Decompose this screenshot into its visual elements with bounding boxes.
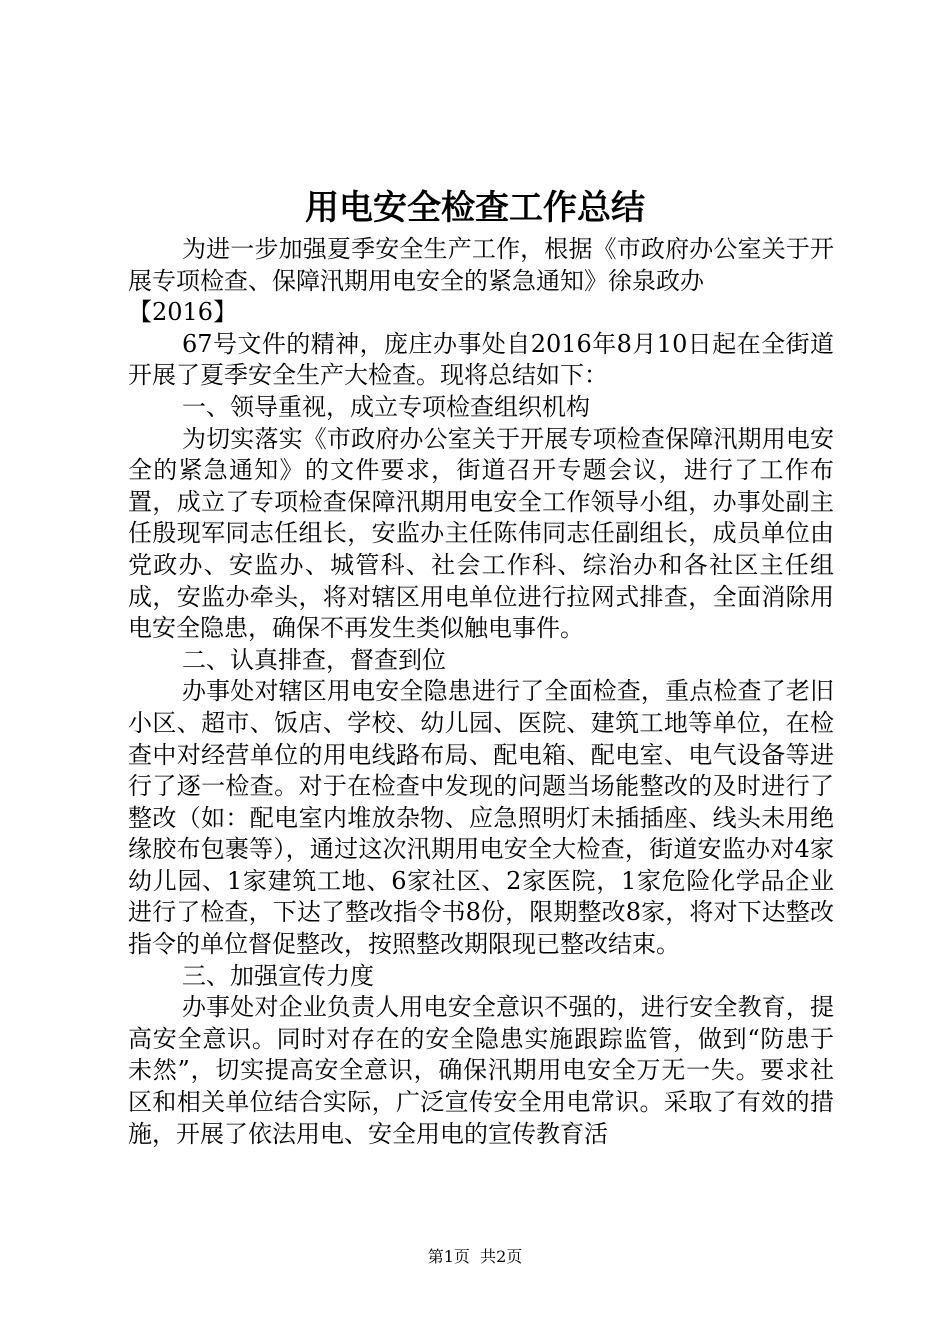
paragraph-section-1: 为切实落实《市政府办公室关于开展专项检查保障汛期用电安全的紧急通知》的文件要求，街道召开专题会议，进行了工作布置，成立了专项检查保障汛期用电安全工作领导小组，办事处副主任殷现军同志任组长，安监办主任陈伟同志任副组长，成员单位由党政办、安监办、城管科、社会工作科、综治办和各社区主任组成，安监办牵头，将对辖区用电单位进行拉网式排查，全面消除用电安全隐患，确保不再发生类似触电事件。 bbox=[128, 424, 834, 643]
section-heading-3: 三、加强宣传力度 bbox=[182, 961, 374, 990]
paragraph-section-2: 办事处对辖区用电安全隐患进行了全面检查，重点检查了老旧小区、超市、饭店、学校、幼儿园、医院、建筑工地等单位，在检查中对经营单位的用电线路布局、配电箱、配电室、电气设备等进行了逐一检查。对于在检查中发现的问题当场能整改的及时进行了整改（如：配电室内堆放杂物、应急照明灯未插插座、线头未用绝缘胶布包裹等），通过这次汛期用电安全大检查，街道安监办对4家幼儿园、1家建筑工地、6家社区、2家医院，1家危险化学品企业进行了检查，下达了整改指令书8份，限期整改8家，将对下达整改指令的单位督促整改，按照整改期限现已整改结束。 bbox=[128, 677, 834, 959]
section-heading-2: 二、认真排查，督查到位 bbox=[182, 645, 446, 674]
paragraph-doc-number: 【2016】 bbox=[128, 298, 238, 327]
page-number: 第1页 bbox=[427, 1247, 470, 1266]
page-total: 共2页 bbox=[480, 1247, 523, 1266]
paragraph-intro: 为进一步加强夏季安全生产工作，根据《市政府办公室关于开展专项检查、保障汛期用电安全的紧急通知》徐泉政办 bbox=[128, 235, 834, 295]
paragraph-section-3: 办事处对企业负责人用电安全意识不强的，进行安全教育，提高安全意识。同时对存在的安全隐患实施跟踪监管，做到“防患于未然”，切实提高安全意识，确保汛期用电安全万无一失。要求社区和相关单位结合实际，广泛宣传安全用电常识。采取了有效的措施，开展了依法用电、安全用电的宣传教育活 bbox=[128, 993, 834, 1148]
footer-separator bbox=[470, 1247, 480, 1266]
section-heading-1: 一、领导重视，成立专项检查组织机构 bbox=[182, 392, 590, 421]
document-title: 用电安全检查工作总结 bbox=[305, 188, 645, 228]
document-body bbox=[128, 234, 834, 1150]
paragraph-intro-continued: 67号文件的精神，庞庄办事处自2016年8月10日起在全街道开展了夏季安全生产大检查。现将总结如下： bbox=[128, 329, 834, 390]
page-footer bbox=[0, 1247, 950, 1267]
